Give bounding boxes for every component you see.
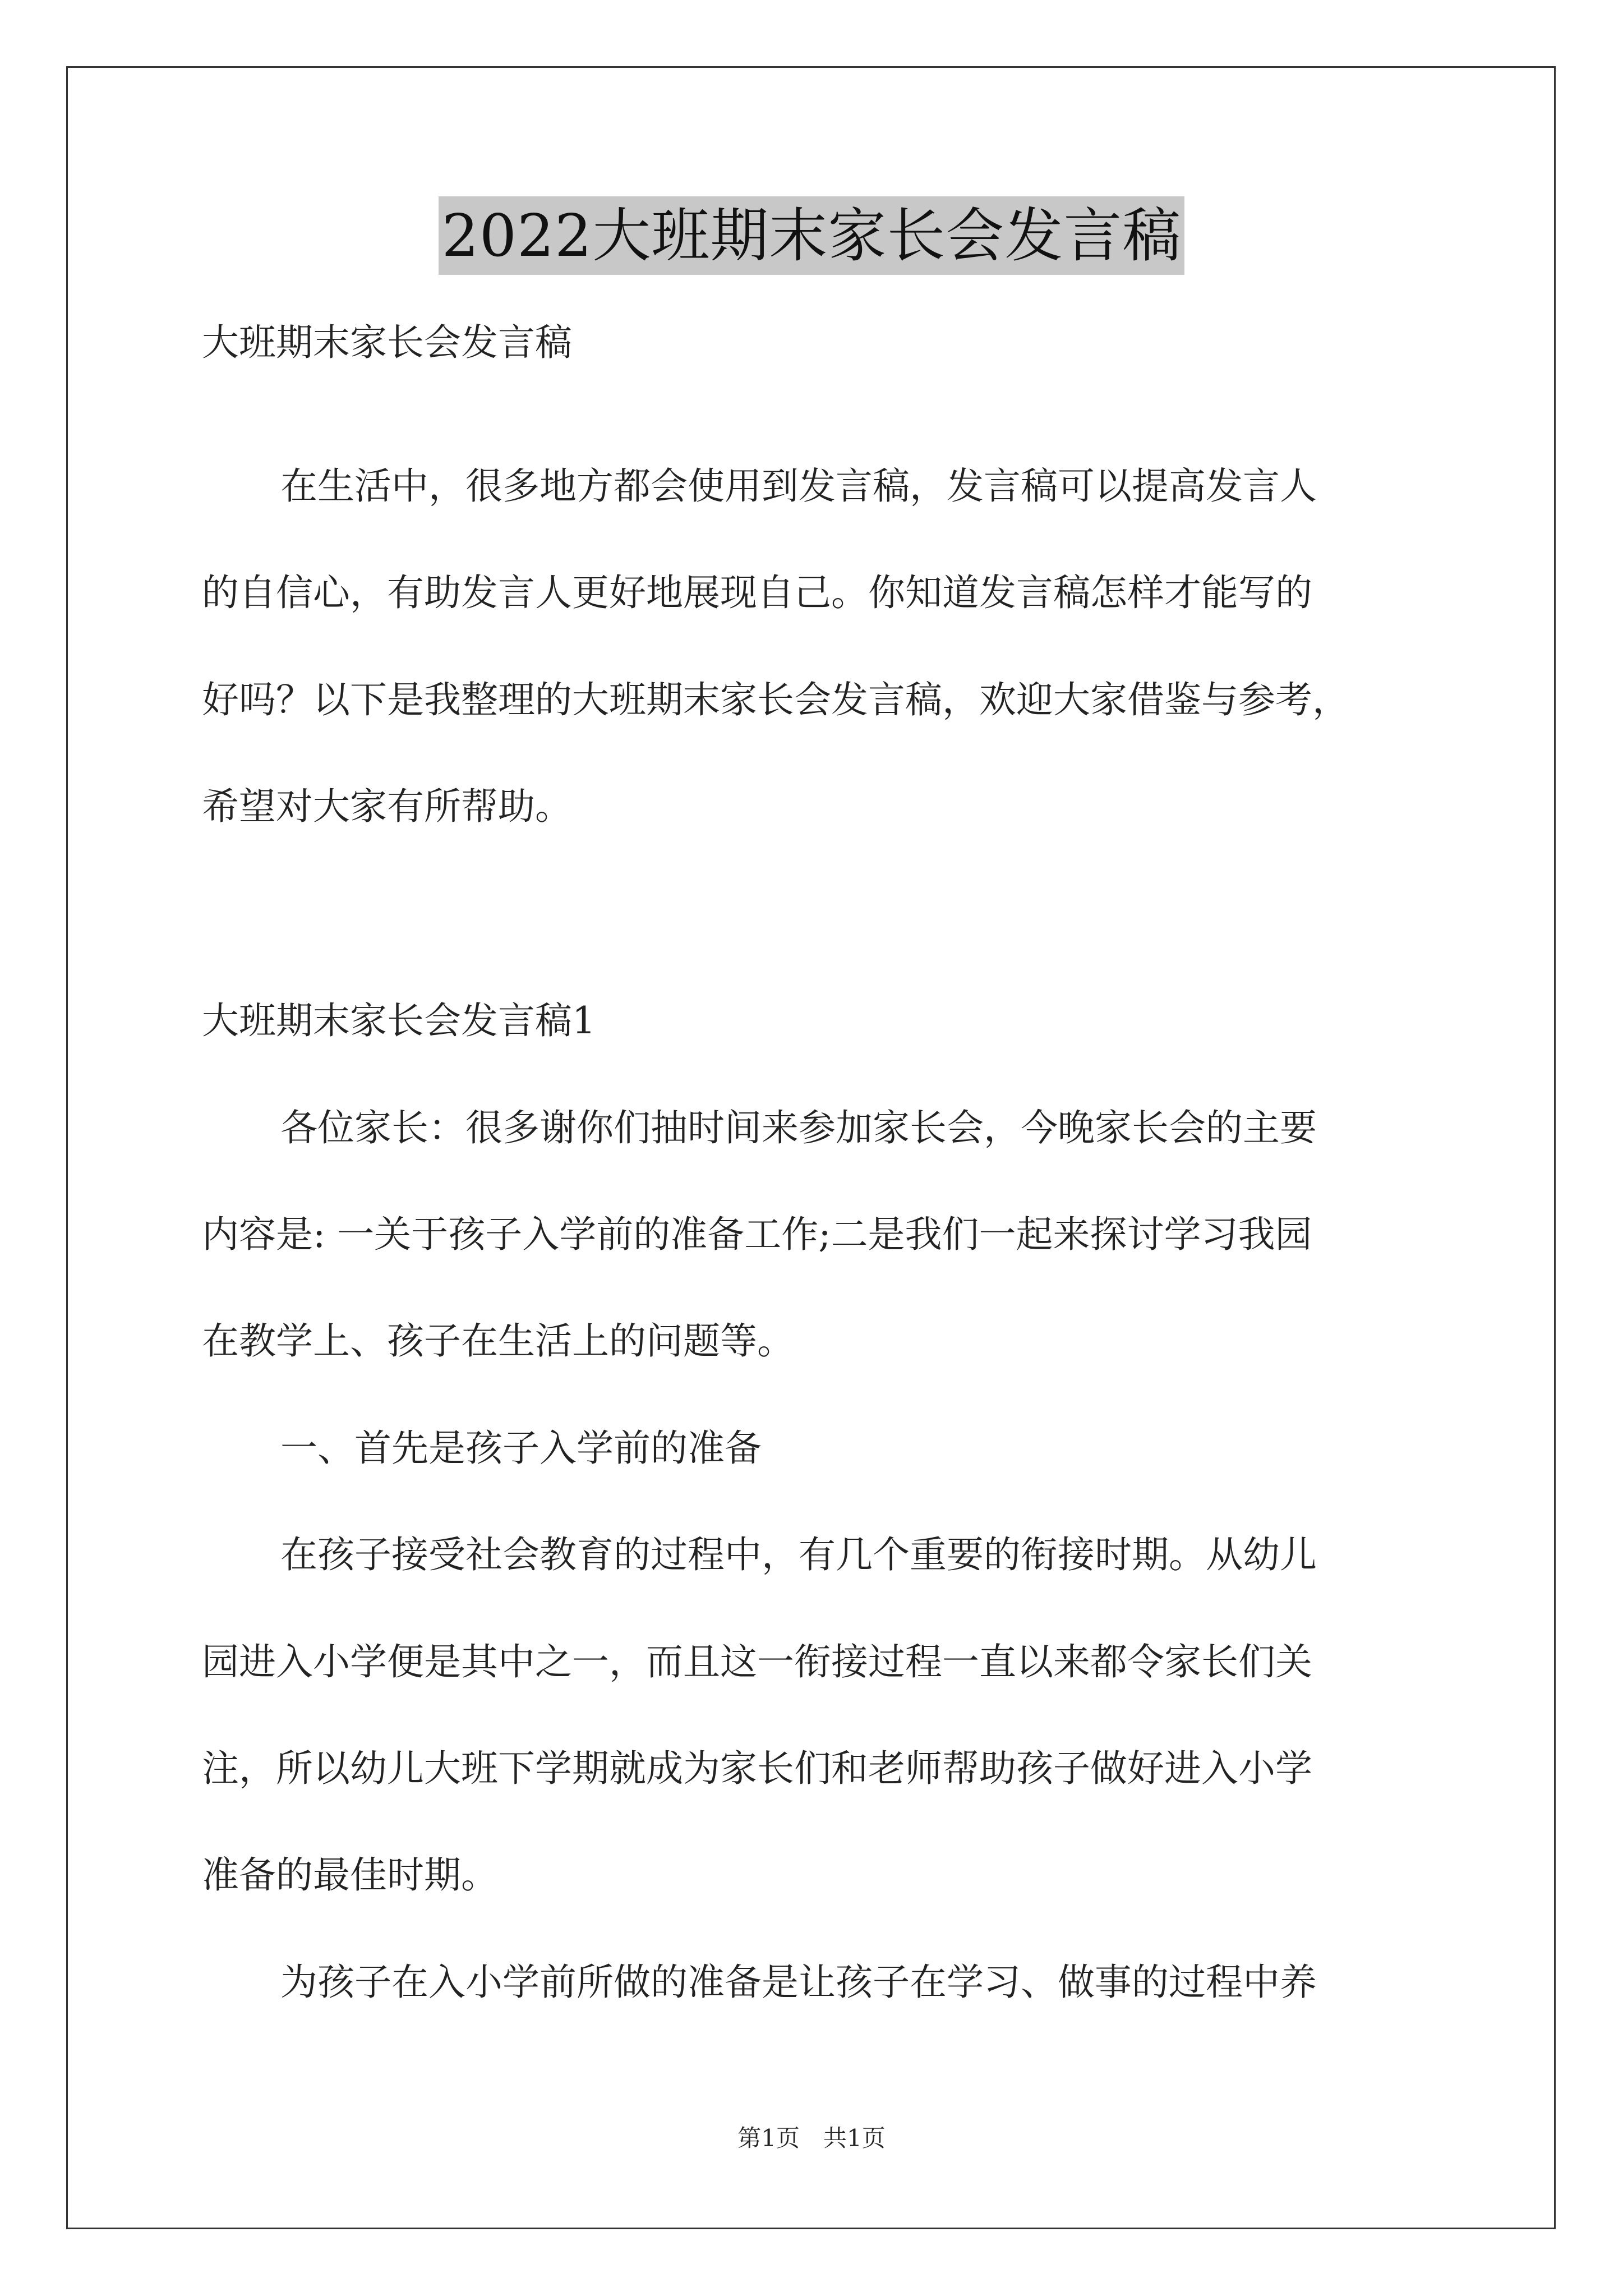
paragraph-line: 在生活中，很多地方都会使用到发言稿，发言稿可以提高发言人 <box>280 464 1317 508</box>
title-container <box>0 196 1623 275</box>
paragraph-line: 园进入小学便是其中之一，而且这一衔接过程一直以来都令家长们关 <box>202 1640 1312 1683</box>
paragraph-line: 好吗？以下是我整理的大班期末家长会发言稿，欢迎大家借鉴与参考， <box>202 678 1349 721</box>
section-heading: 大班期末家长会发言稿1 <box>202 999 596 1042</box>
paragraph-line: 的自信心，有助发言人更好地展现自己。你知道发言稿怎样才能写的 <box>202 571 1312 614</box>
paragraph-line: 注，所以幼儿大班下学期就成为家长们和老师帮助孩子做好进入小学 <box>202 1747 1312 1790</box>
paragraph-line: 各位家长：很多谢你们抽时间来参加家长会，今晚家长会的主要 <box>280 1106 1317 1149</box>
subtitle-line: 大班期末家长会发言稿 <box>202 321 572 364</box>
paragraph-line: 为孩子在入小学前所做的准备是让孩子在学习、做事的过程中养 <box>280 1961 1317 2004</box>
document-title: 2022大班期末家长会发言稿 <box>439 196 1185 275</box>
page-footer: 第1页 共1页 <box>737 2124 886 2152</box>
subsection-heading: 一、首先是孩子入学前的准备 <box>280 1427 762 1470</box>
paragraph-line: 在教学上、孩子在生活上的问题等。 <box>202 1319 794 1363</box>
paragraph-line: 在孩子接受社会教育的过程中，有几个重要的衔接时期。从幼儿 <box>280 1533 1317 1576</box>
paragraph-line: 内容是: 一关于孩子入学前的准备工作;二是我们一起来探讨学习我园 <box>202 1213 1312 1256</box>
paragraph-line: 希望对大家有所帮助。 <box>202 785 572 828</box>
paragraph-line: 准备的最佳时期。 <box>202 1853 498 1897</box>
